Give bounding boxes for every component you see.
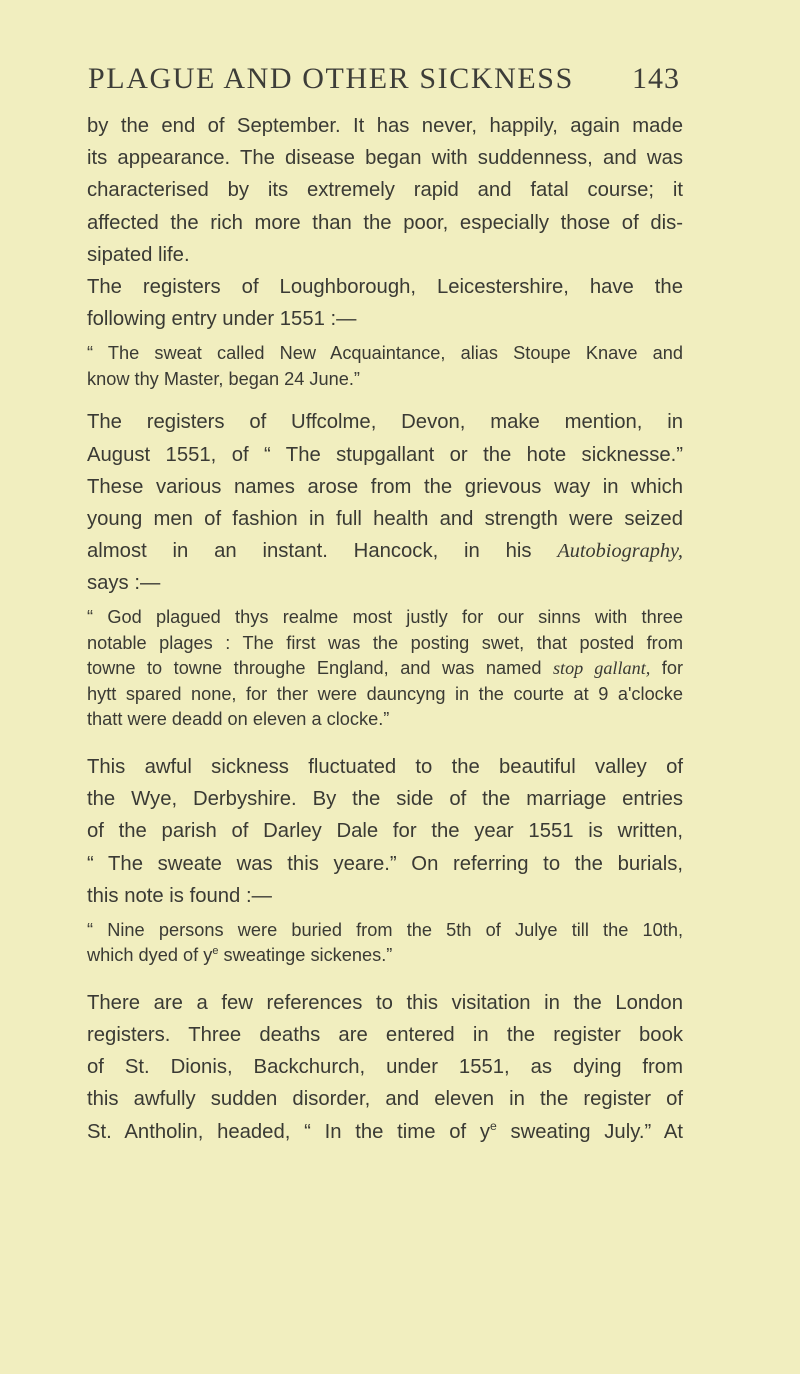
text-line: sipated life. bbox=[87, 243, 190, 266]
text-line: the Wye, Derbyshire. By the side of the marriage entries bbox=[87, 788, 683, 811]
superscript: e bbox=[212, 945, 219, 958]
paragraph-darley-dale bbox=[87, 751, 683, 912]
quotation-nine-persons bbox=[87, 918, 683, 969]
text-segment: sweating July.” At bbox=[496, 1120, 683, 1143]
text-line: by the end of September. It has never, happily, again made bbox=[87, 115, 683, 137]
text-line: The registers of Uffcolme, Devon, make mention, in bbox=[87, 411, 683, 434]
quote-line: “ God plagued thys realme most justly for our sinns with three bbox=[87, 607, 683, 628]
text-segment: almost in an instant. Hancock, in his bbox=[87, 540, 558, 563]
term-italic: stop gallant, bbox=[552, 658, 651, 679]
superscript: e bbox=[490, 1118, 497, 1133]
paragraph-loughborough bbox=[87, 271, 683, 335]
running-header bbox=[88, 62, 680, 102]
text-line: These various names arose from the grievous way in which bbox=[87, 475, 683, 498]
text-segment: which dyed of y bbox=[87, 945, 213, 966]
paragraph-london-registers bbox=[87, 987, 683, 1148]
paragraph-sweating-sickness-course bbox=[87, 110, 683, 271]
text-line: this awfully sudden disorder, and eleven in the register of bbox=[87, 1088, 683, 1111]
text-line: its appearance. The disease began with suddenness, and was bbox=[87, 147, 683, 170]
text-line: affected the rich more than the poor, especially those of dis- bbox=[87, 211, 683, 234]
quote-line: thatt were deadd on eleven a clocke.” bbox=[87, 709, 390, 730]
text-line bbox=[87, 535, 683, 567]
paragraph-uffcolme bbox=[87, 406, 683, 599]
text-line: There are a few references to this visitation in the London bbox=[87, 991, 683, 1014]
text-line: The registers of Loughborough, Leicestershire, have the bbox=[87, 275, 683, 298]
text-line: following entry under 1551 :— bbox=[87, 308, 357, 331]
page-body bbox=[87, 110, 683, 1148]
text-line: “ The sweate was this yeare.” On referring to the burials, bbox=[87, 852, 683, 875]
text-line: This awful sickness fluctuated to the beautiful valley of bbox=[87, 755, 683, 778]
text-line: of the parish of Darley Dale for the year 1551 is written, bbox=[87, 820, 683, 843]
running-title: PLAGUE AND OTHER SICKNESS bbox=[88, 62, 574, 95]
text-line: characterised by its extremely rapid and fatal course; it bbox=[87, 179, 683, 202]
quote-line: notable plages : The first was the posting swet, that posted from bbox=[87, 632, 683, 653]
quotation-new-acquaintance bbox=[87, 341, 683, 392]
text-line bbox=[87, 1116, 683, 1148]
text-line: registers. Three deaths are entered in the register book bbox=[87, 1024, 683, 1047]
text-segment: for bbox=[650, 658, 684, 679]
text-line: young men of fashion in full health and strength were seized bbox=[87, 507, 683, 530]
text-line: August 1551, of “ The stupgallant or the hote sicknesse.” bbox=[87, 443, 683, 466]
quote-line: “ The sweat called New Acquaintance, alias Stoupe Knave and bbox=[87, 343, 683, 364]
quote-line bbox=[87, 943, 683, 969]
text-segment: named bbox=[485, 658, 553, 679]
quotation-hancock bbox=[87, 605, 683, 733]
quote-line: know thy Master, began 24 June.” bbox=[87, 368, 360, 389]
text-line: of St. Dionis, Backchurch, under 1551, as dying from bbox=[87, 1056, 683, 1079]
text-segment: St. Antholin, headed, “ In the time of y bbox=[87, 1120, 490, 1143]
text-segment: towne to towne throughe England, and was bbox=[87, 658, 475, 679]
quote-line: hytt spared none, for ther were dauncyng in the courte at 9 a'clocke bbox=[87, 683, 683, 704]
quote-line: “ Nine persons were buried from the 5th of Julye till the 10th, bbox=[87, 919, 683, 940]
quote-line bbox=[87, 656, 683, 682]
text-line: this note is found :— bbox=[87, 884, 272, 907]
page-number: 143 bbox=[632, 62, 680, 95]
text-segment: sweatinge sickenes.” bbox=[218, 945, 393, 966]
book-title-italic: Autobiography, bbox=[557, 540, 683, 563]
text-line: says :— bbox=[87, 572, 161, 595]
